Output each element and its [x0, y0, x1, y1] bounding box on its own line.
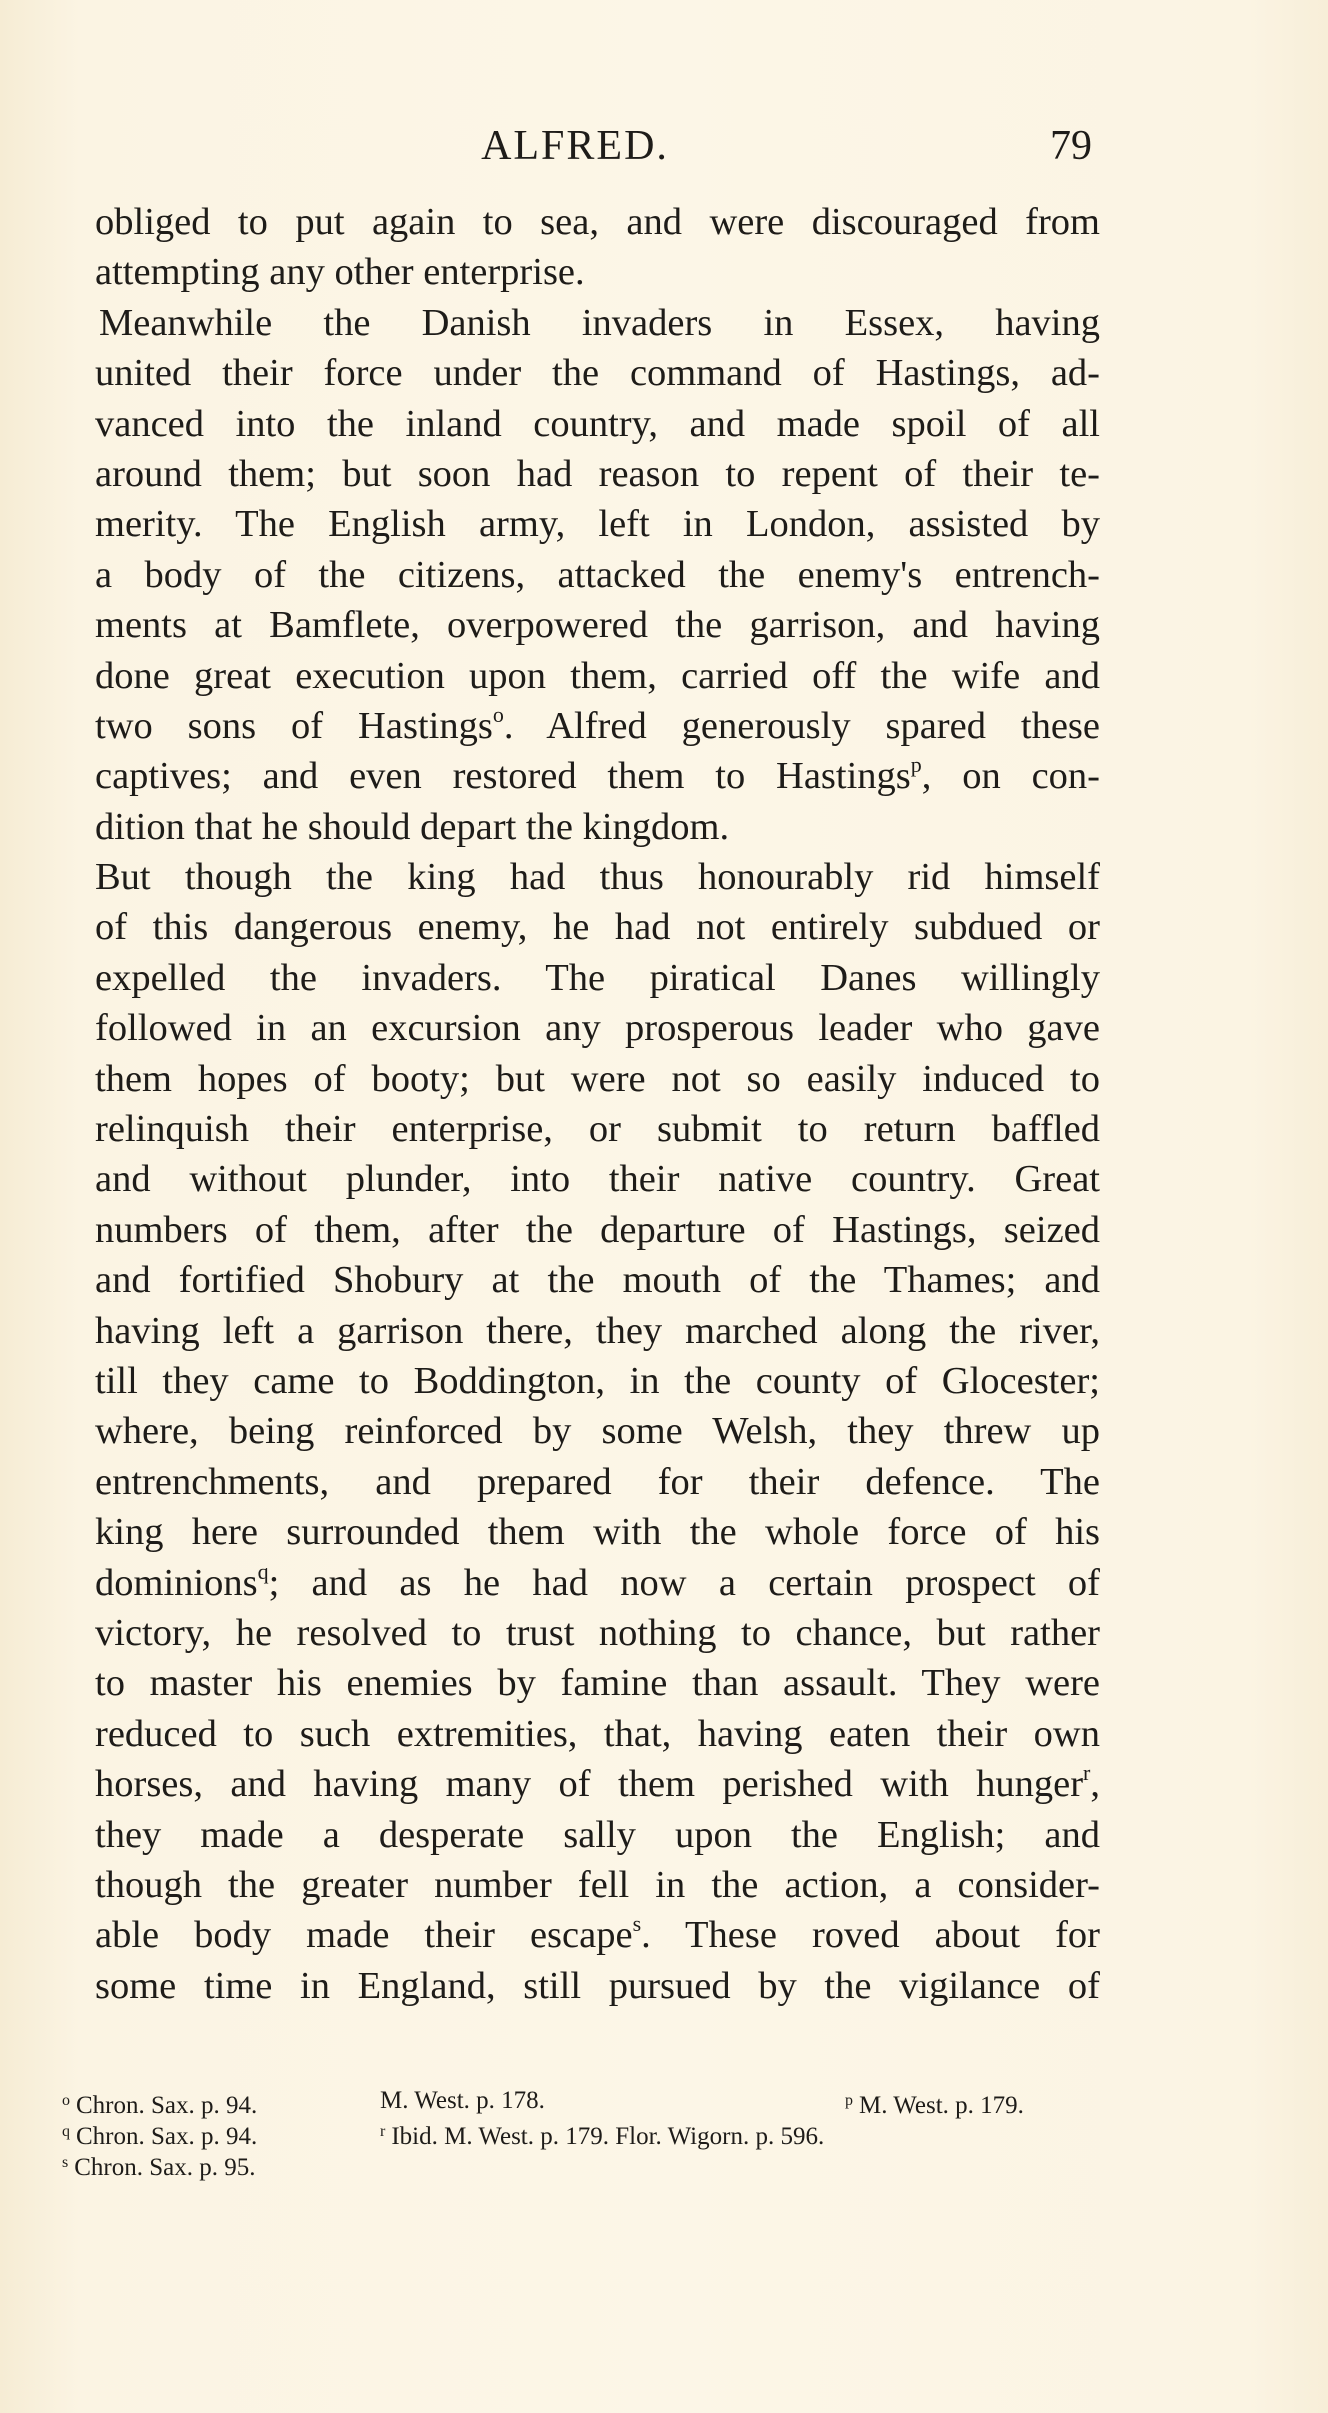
footnote-mark: r: [380, 2123, 386, 2140]
text-segment: dominions: [95, 1561, 258, 1604]
text-line: some time in England, still pursued by the vigilance of: [95, 1964, 1100, 2007]
footnote-s: [62, 2147, 255, 2183]
page-header: [0, 122, 1328, 172]
page-number: 79: [1050, 123, 1092, 169]
text-line: attempting any other enterprise.: [95, 251, 585, 294]
text-line: done great execution upon them, carried off the wife and: [95, 654, 1100, 697]
text-line: But though the king had thus honourably rid himself: [95, 856, 1100, 899]
footnote-ref-p: p: [910, 752, 922, 778]
text-line: numbers of them, after the departure of Hastings, seized: [95, 1208, 1100, 1251]
footnote-row: [62, 2085, 1107, 2119]
footnote-text: Ibid. M. West. p. 179. Flor. Wigorn. p. 596.: [391, 2123, 825, 2150]
text-segment: able body made their escape: [95, 1914, 633, 1957]
footnotes: [62, 2085, 1107, 2181]
text-line: where, being reinforced by some Welsh, they threw up: [95, 1410, 1100, 1453]
text-line: [95, 1910, 1100, 1960]
footnote-mark: s: [62, 2154, 69, 2171]
footnote-mark: p: [845, 2092, 853, 2109]
text-segment: captives; and even restored them to Hastings: [95, 755, 911, 798]
text-segment: . Alfred generously spared these: [503, 704, 1100, 747]
text-line: reduced to such extremities, that, having eaten their own: [95, 1712, 1100, 1755]
text-line: they made a desperate sally upon the English; and: [95, 1813, 1100, 1856]
text-line: [95, 751, 1100, 801]
text-line: and fortified Shobury at the mouth of the Thames; and: [95, 1259, 1100, 1302]
text-line: victory, he resolved to trust nothing to chance, but rather: [95, 1611, 1100, 1654]
text-line: [95, 701, 1100, 751]
text-line: expelled the invaders. The piratical Danes willingly: [95, 956, 1100, 999]
text-line: a body of the citizens, attacked the enemy's entrench-: [95, 553, 1100, 596]
text-line: Meanwhile the Danish invaders in Essex, having: [99, 301, 1100, 344]
footnote-ref-s: s: [632, 1911, 642, 1937]
footnote-ref-q: q: [257, 1558, 269, 1584]
footnote-ref-r: r: [1083, 1760, 1091, 1786]
text-line: united their force under the command of Hastings, ad-: [95, 352, 1100, 395]
text-segment: two sons of Hastings: [95, 704, 493, 747]
text-segment: ; and as he had now a certain prospect of: [268, 1561, 1100, 1604]
text-line: and without plunder, into their native country. Great: [95, 1158, 1100, 1201]
footnote-text: Chron. Sax. p. 95.: [74, 2154, 256, 2181]
footnote-row: [62, 2147, 1107, 2181]
footnote-mark: o: [62, 2092, 70, 2109]
text-line: dition that he should depart the kingdom.: [95, 805, 730, 848]
footnote-o-extra: M. West. p. 178.: [380, 2087, 545, 2114]
footnote-row: [62, 2116, 1107, 2150]
footnote-mark: q: [62, 2123, 70, 2140]
text-line: around them; but soon had reason to repent of their te-: [95, 452, 1100, 495]
text-line: entrenchments, and prepared for their defence. The: [95, 1460, 1100, 1503]
text-line: till they came to Boddington, in the county of Glocester;: [95, 1359, 1100, 1402]
text-line: obliged to put again to sea, and were discouraged from: [95, 201, 1100, 243]
body-text: [95, 197, 1100, 2011]
text-line: of this dangerous enemy, he had not entirely subdued or: [95, 906, 1100, 949]
text-segment: . These roved about for: [641, 1914, 1100, 1957]
text-line: to master his enemies by famine than assault. They were: [95, 1662, 1100, 1705]
text-segment: horses, and having many of them perished with hunger: [95, 1763, 1084, 1806]
text-line: vanced into the inland country, and made spoil of all: [95, 402, 1100, 445]
text-line: [95, 1558, 1100, 1608]
text-line: merity. The English army, left in London, assisted by: [95, 503, 1100, 546]
footnote-text: M. West. p. 179.: [859, 2092, 1024, 2119]
text-line: ments at Bamflete, overpowered the garrison, and having: [95, 604, 1100, 647]
text-line: though the greater number fell in the action, a consider-: [95, 1863, 1100, 1906]
running-head: ALFRED.: [481, 123, 669, 169]
footnote-text: Chron. Sax. p. 94.: [76, 2092, 258, 2119]
text-line: followed in an excursion any prosperous leader who gave: [95, 1007, 1100, 1050]
text-line: relinquish their enterprise, or submit to return baffled: [95, 1108, 1100, 1151]
text-line: [95, 1759, 1100, 1809]
text-line: them hopes of booty; but were not so easily induced to: [95, 1057, 1100, 1100]
text-line: king here surrounded them with the whole force of his: [95, 1511, 1100, 1554]
footnote-text: Chron. Sax. p. 94.: [76, 2123, 258, 2150]
text-line: having left a garrison there, they marched along the river,: [95, 1309, 1100, 1352]
text-segment: ,: [1090, 1763, 1100, 1806]
text-segment: , on con-: [921, 755, 1100, 798]
footnote-ref-o: o: [492, 701, 504, 727]
